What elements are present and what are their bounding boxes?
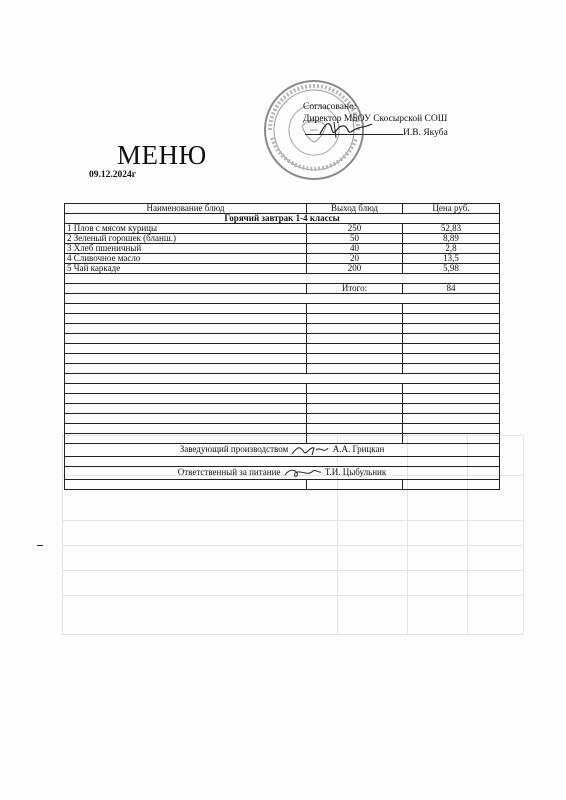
dish-name: 2 Зеленый горошек (бланш.) (65, 234, 307, 244)
nutrition-responsible-label: Ответственный за питание (177, 467, 281, 478)
dish-name: 5 Чай каркаде (65, 264, 307, 274)
approval-heading: Согласовано: (303, 102, 357, 112)
empty-cell (65, 274, 500, 284)
empty-row (65, 294, 500, 304)
empty-row (65, 334, 500, 344)
empty-row (65, 384, 500, 394)
dish-price: 13,5 (403, 254, 500, 264)
empty-row (65, 394, 500, 404)
total-label: Итого: (307, 284, 403, 294)
page-title: МЕНЮ (117, 140, 207, 170)
empty-row (65, 374, 500, 384)
dish-name: 3 Хлеб пшеничный (65, 244, 307, 254)
empty-cell (65, 294, 500, 304)
empty-row (65, 324, 500, 334)
table-row (65, 234, 500, 244)
nutrition-responsible-name: Т.И. Цыбульник (324, 467, 387, 478)
empty-row (65, 404, 500, 414)
total-value: 84 (403, 284, 500, 294)
nutrition-signature (283, 467, 323, 479)
director-signature (316, 116, 376, 142)
menu-date: 09.12.2024г (89, 170, 137, 180)
header-price: Цена руб. (403, 204, 500, 214)
dish-output: 200 (307, 264, 403, 274)
header-output: Выход блюд (307, 204, 403, 214)
table-row (65, 264, 500, 274)
dish-price: 8,89 (403, 234, 500, 244)
production-signature-cell (65, 444, 500, 457)
empty-row (65, 364, 500, 374)
dish-output: 250 (307, 224, 403, 234)
empty-row (65, 304, 500, 314)
dish-price: 5,98 (403, 264, 500, 274)
empty-row (65, 457, 500, 467)
total-row (65, 284, 500, 294)
table-header-row (65, 204, 500, 214)
empty-row (65, 414, 500, 424)
dish-price: 2,8 (403, 244, 500, 254)
section-title: Горячий завтрак 1-4 классы (65, 214, 500, 224)
empty-cell (65, 284, 307, 294)
table-row (65, 254, 500, 264)
empty-row (65, 344, 500, 354)
production-manager-name: А.А. Грицкан (332, 444, 385, 455)
nutrition-signature-cell (65, 467, 500, 480)
empty-row (65, 424, 500, 434)
empty-cell (65, 457, 500, 467)
table-row (65, 244, 500, 254)
empty-cell (65, 374, 500, 384)
section-row (65, 214, 500, 224)
empty-row (65, 314, 500, 324)
empty-row (65, 274, 500, 284)
menu-table (64, 203, 500, 490)
dish-price: 52,83 (403, 224, 500, 234)
table-row (65, 224, 500, 234)
dish-name: 1 Плов с мясом курицы (65, 224, 307, 234)
empty-row (65, 480, 500, 490)
dish-output: 40 (307, 244, 403, 254)
production-signature-row (65, 444, 500, 457)
director-name: И.В. Якуба (403, 128, 448, 138)
production-signature (290, 444, 330, 456)
dish-name: 4 Сливочное масло (65, 254, 307, 264)
empty-row (65, 354, 500, 364)
dish-output: 50 (307, 234, 403, 244)
production-manager-label: Заведующий производством (179, 444, 289, 455)
approval-position: Директор МБОУ Скосырской СОШ (303, 114, 448, 124)
dish-output: 20 (307, 254, 403, 264)
nutrition-signature-row (65, 467, 500, 480)
margin-mark (37, 545, 43, 546)
header-dish-name: Наименование блюд (65, 204, 307, 214)
empty-row (65, 434, 500, 444)
